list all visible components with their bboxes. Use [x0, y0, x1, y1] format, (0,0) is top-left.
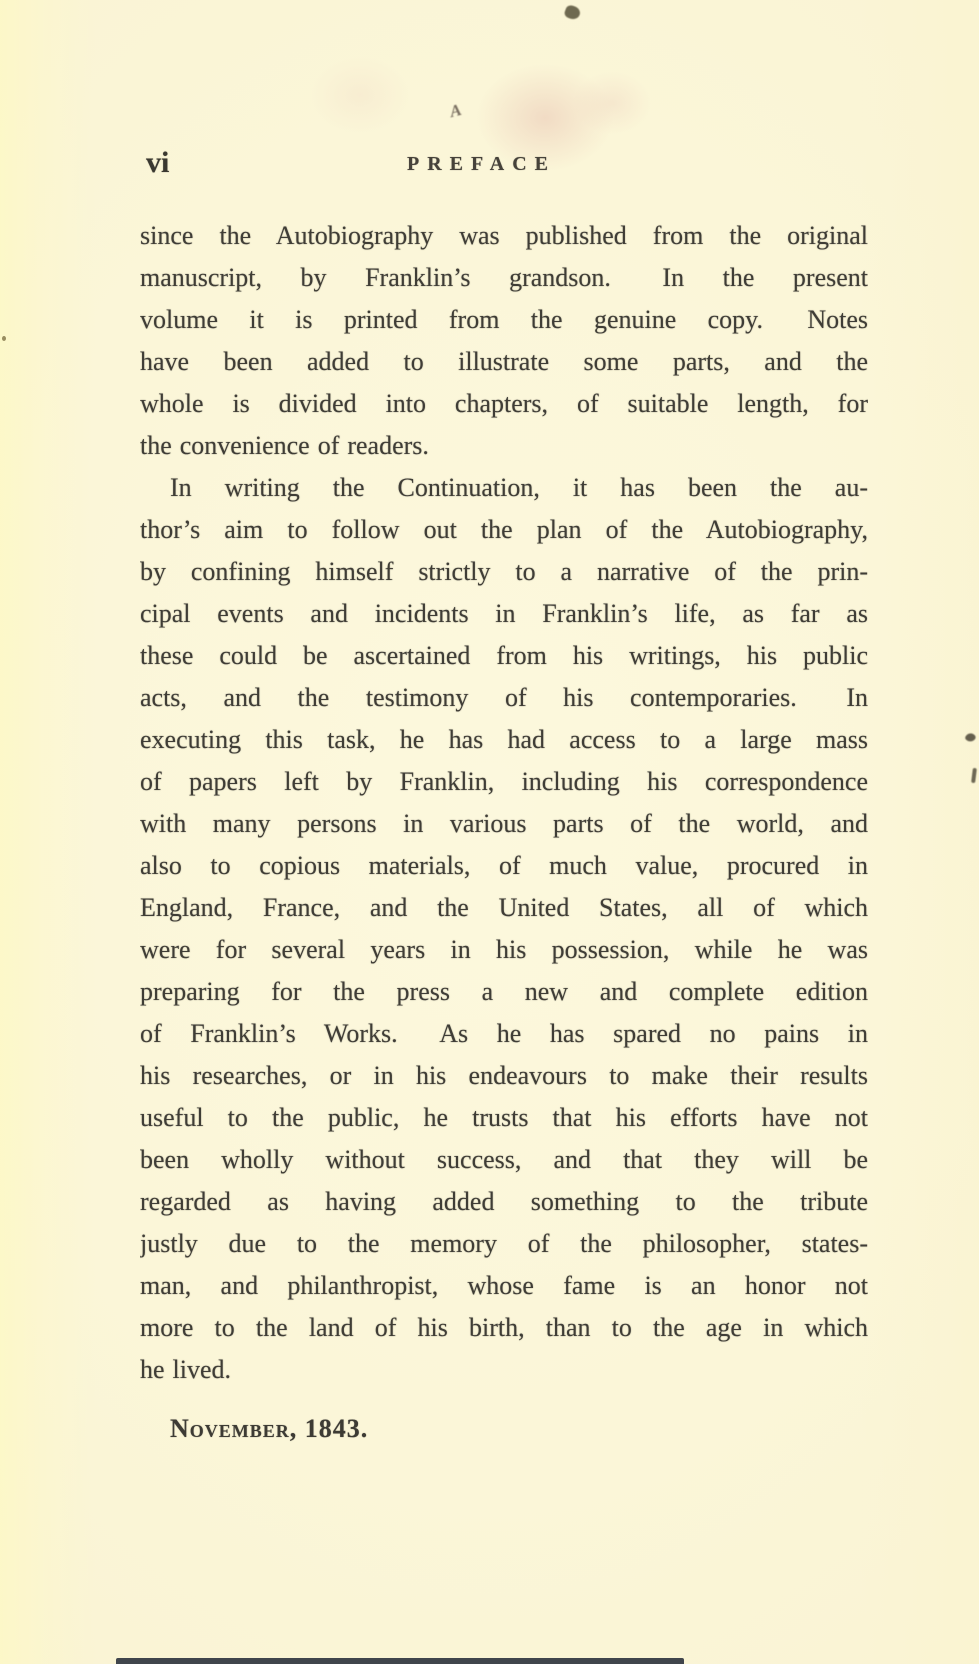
- text-line: were for several years in his possession, while he was: [140, 935, 868, 964]
- text-line: thor’s aim to follow out the plan of the Autobiography,: [140, 515, 868, 544]
- text-line: of Franklin’s Works. As he has spared no pains in: [140, 1019, 868, 1048]
- page-title: PREFACE: [407, 153, 556, 175]
- text-line: regarded as having added something to the tribute: [140, 1187, 868, 1216]
- text-line: these could be ascertained from his writings, his public: [140, 641, 868, 670]
- text-line: volume it is printed from the genuine copy. Notes: [140, 305, 868, 334]
- text-line: justly due to the memory of the philosopher, states-: [140, 1229, 868, 1258]
- running-head: [0, 146, 979, 180]
- ink-squiggle: A: [447, 99, 464, 122]
- margin-mark: [971, 768, 977, 783]
- text-line: whole is divided into chapters, of suitable length, for: [140, 389, 868, 418]
- text-line: manuscript, by Franklin’s grandson. In the present: [140, 263, 868, 292]
- text-line: since the Autobiography was published from the original: [140, 221, 868, 250]
- text-line: of papers left by Franklin, including his correspondence: [140, 767, 868, 796]
- text-line: his researches, or in his endeavours to make their results: [140, 1061, 868, 1090]
- text-line: with many persons in various parts of the world, and: [140, 809, 868, 838]
- ink-speck: [563, 4, 582, 21]
- text-line: the convenience of readers.: [140, 431, 429, 460]
- text-line: England, France, and the United States, all of which: [140, 893, 868, 922]
- text-line: executing this task, he has had access to a large mass: [140, 725, 868, 754]
- page-body-text: [140, 215, 868, 1391]
- text-line: man, and philanthropist, whose fame is an honor not: [140, 1271, 868, 1300]
- text-line: been wholly without success, and that they will be: [140, 1145, 868, 1174]
- dateline: November, 1843.: [170, 1414, 369, 1443]
- text-line: cipal events and incidents in Franklin’s life, as far as: [140, 599, 868, 628]
- text-line: also to copious materials, of much value, procured in: [140, 851, 868, 880]
- text-line: useful to the public, he trusts that his efforts have not: [140, 1103, 868, 1132]
- text-line: have been added to illustrate some parts, and the: [140, 347, 868, 376]
- page-number: vi: [146, 146, 170, 179]
- margin-mark: [964, 731, 977, 744]
- text-line: he lived.: [140, 1355, 232, 1384]
- text-line: preparing for the press a new and complete edition: [140, 977, 868, 1006]
- text-line: more to the land of his birth, than to the age in which: [140, 1313, 868, 1342]
- paper-speck: [2, 336, 6, 341]
- text-line: In writing the Continuation, it has been the au-: [170, 473, 868, 502]
- scan-edge-strip: [116, 1658, 684, 1664]
- text-line: by confining himself strictly to a narrative of the prin-: [140, 557, 868, 586]
- text-line: acts, and the testimony of his contemporaries. In: [140, 683, 868, 712]
